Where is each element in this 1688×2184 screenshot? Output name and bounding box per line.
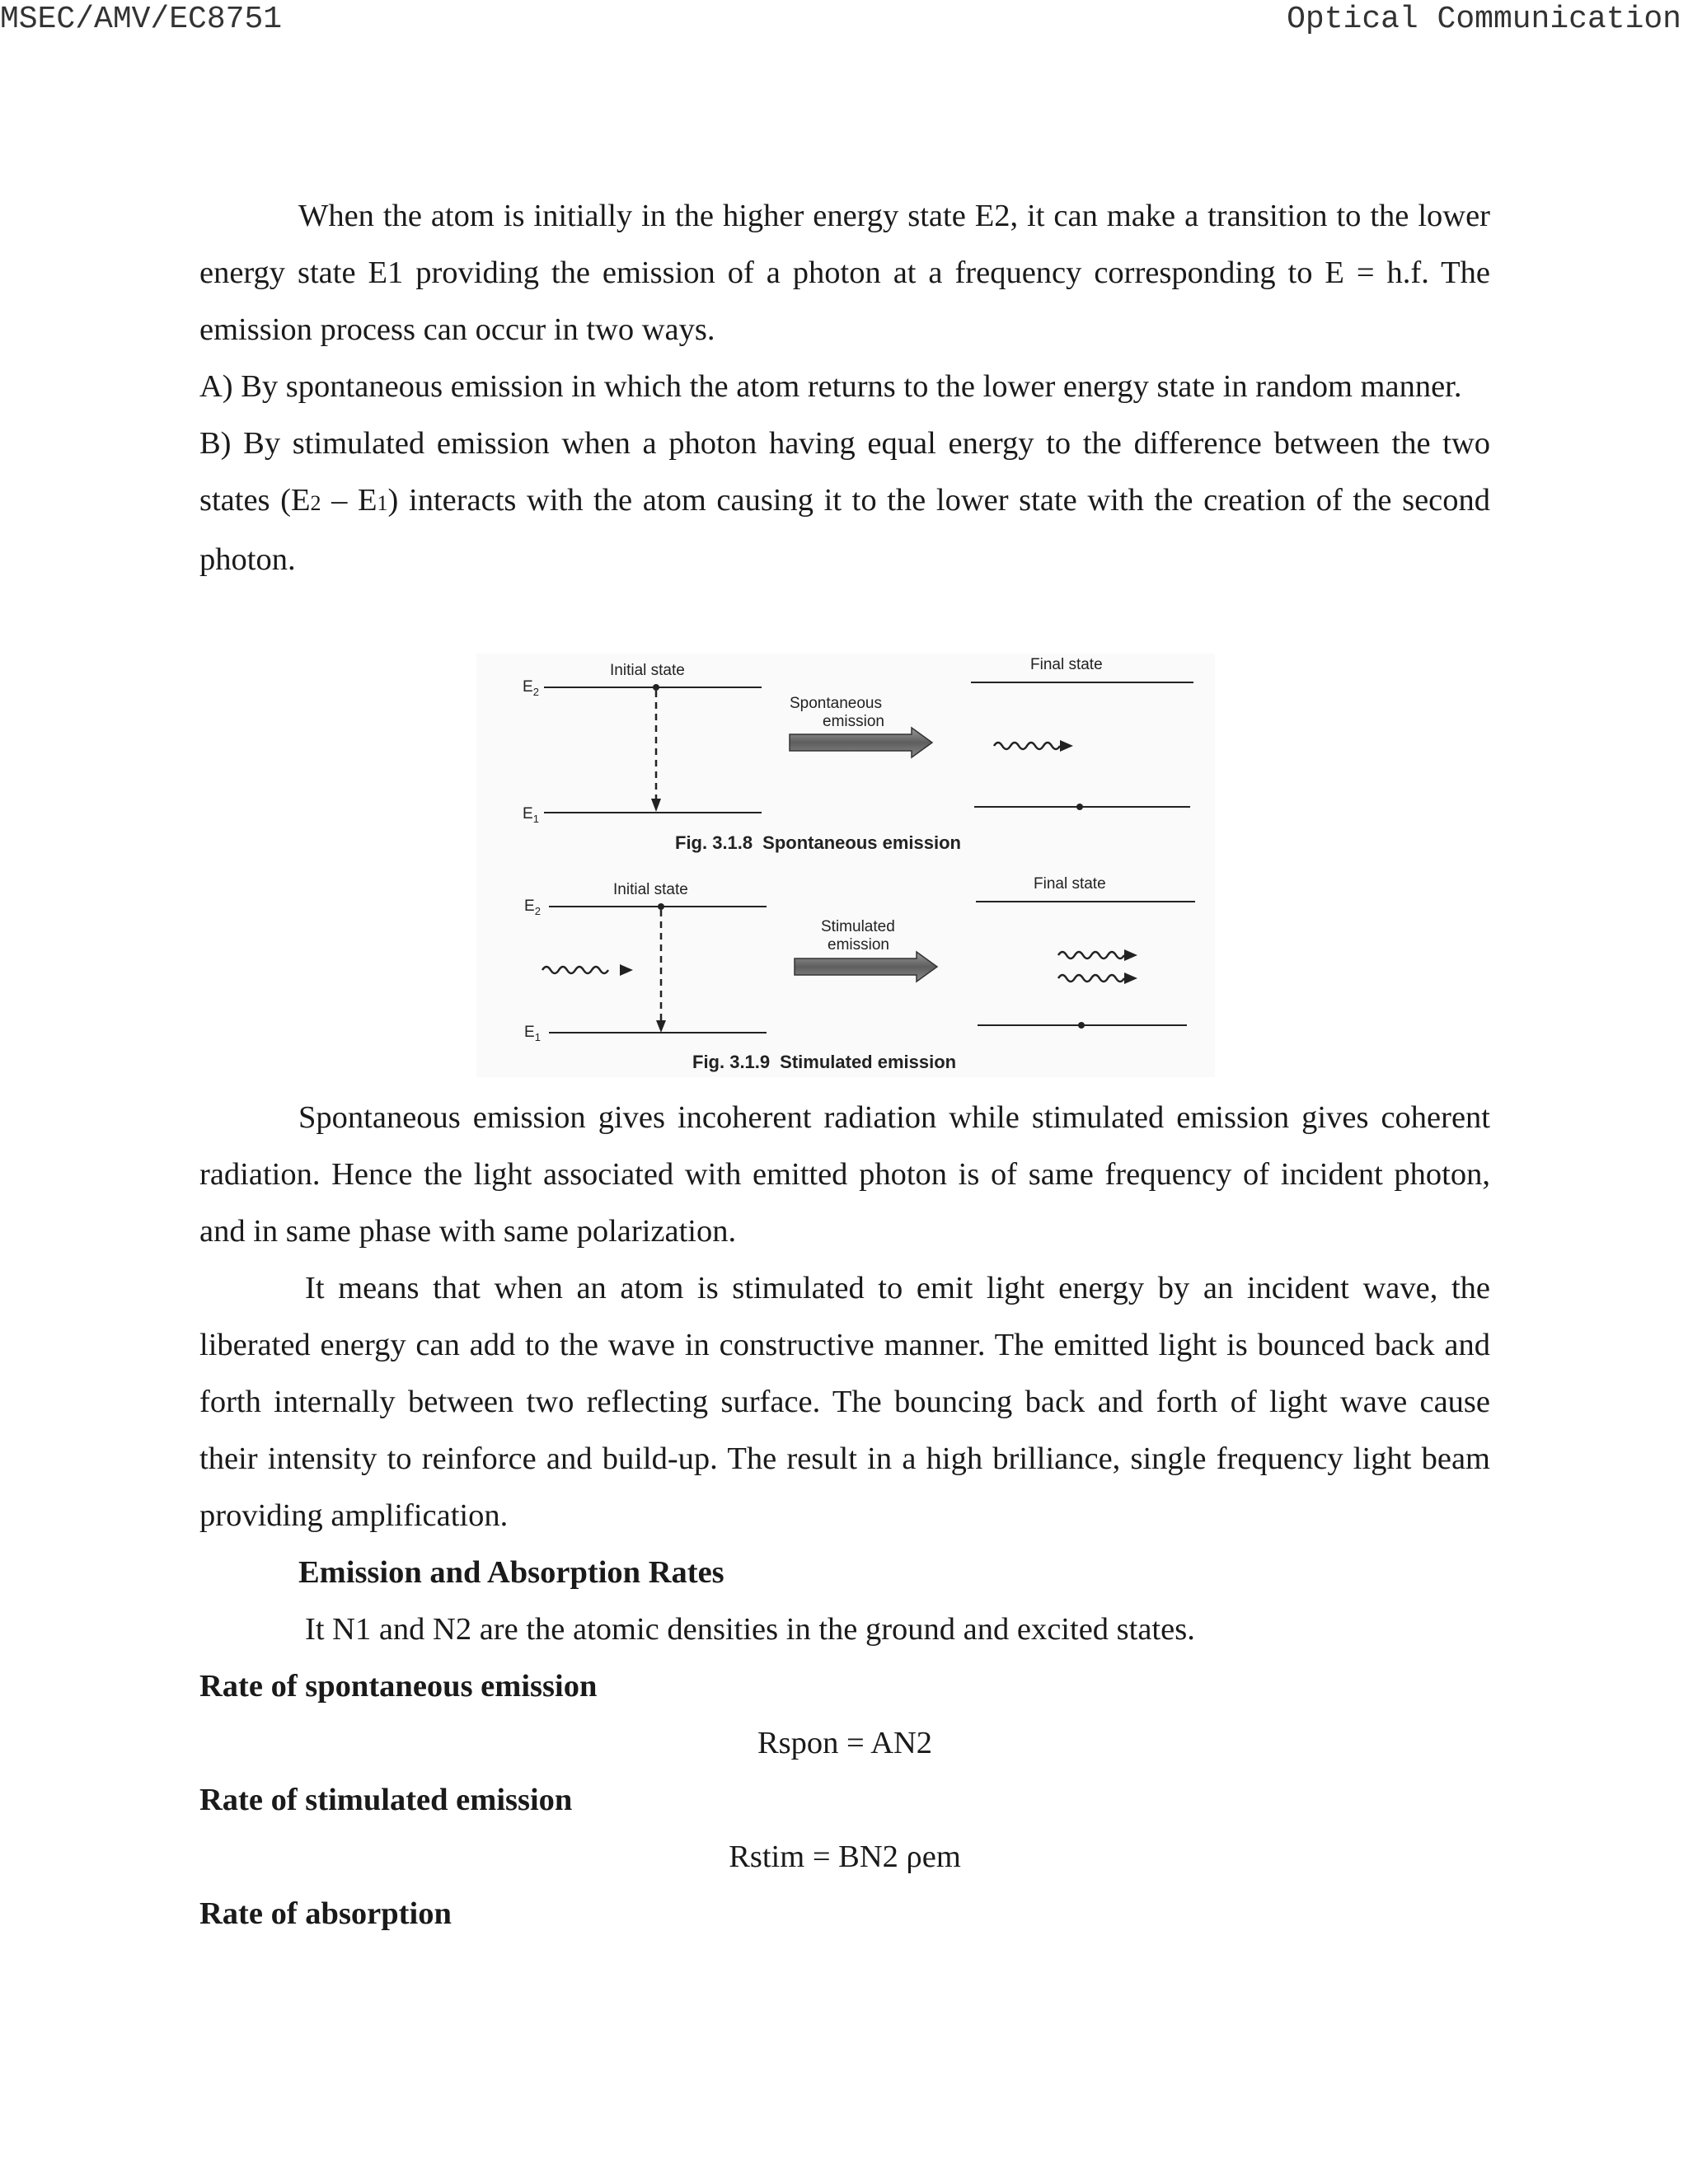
emitted-photon-wave-top [994,743,1060,749]
rate-spontaneous-heading: Rate of spontaneous emission [199,1669,598,1704]
header-right: Optical Communication [1287,2,1681,37]
e-letter: E [524,1024,535,1041]
paragraph-intro: When the atom is initially in the higher energy state E2, it can make a transition to the lower energy state E1 providing the emission of a photon at a frequency corresponding to E = h.f. The emission process can occur in two ways. [199,199,1490,347]
subscript: 2 [310,491,321,515]
e1-label-bottom [524,1024,541,1043]
caption-text: Stimulated emission [780,1052,957,1072]
atom-dot-top [653,684,659,691]
paragraph-spontaneous: A) By spontaneous emission in which the atom returns to the lower energy state in random manner. [199,369,1462,404]
paragraph-stimulated [199,415,1490,588]
arrow-label-top-2: emission [823,713,884,730]
caption-top [675,832,961,853]
paragraph-coherence: Spontaneous emission gives incoherent radiation while stimulated emission gives coherent radiation. Hence the light associated with emitted photon is of same frequency of incident photon, and in same phase with same polarization. [199,1100,1490,1249]
paragraph-amplification: It means that when an atom is stimulated to emit light energy by an incident wave, the liberated energy can add to the wave in constructive manner. The emitted light is bounced back and forth internally between two reflecting surface. The bouncing back and forth of light wave cause their intensity to reinforce and build-up. The result in a high brilliance, single frequency light beam providing amplification. [199,1271,1490,1533]
arrow-label-bottom-1: Stimulated [821,918,895,935]
rate-stimulated-heading: Rate of stimulated emission [199,1783,573,1817]
arrow-label-bottom-2: emission [828,936,889,954]
emitted-photon-wave-2 [1058,975,1124,982]
initial-state-label-bottom: Initial state [613,881,688,898]
rate-stimulated-equation: Rstim = BN2 ρem [729,1840,961,1874]
e-subscript: 1 [532,813,539,825]
text-part: B) By stimulated emission when a photon having equal energy to the difference between the two states (E [199,426,1490,518]
emission-figure [476,654,1215,1077]
subscript: 1 [377,491,388,515]
transition-arrowhead-bottom [656,1020,666,1033]
photon-arrowhead-top [1060,740,1073,752]
header-left: MSEC/AMV/EC8751 [0,2,283,37]
rate-spontaneous-equation: Rspon = AN2 [757,1726,933,1760]
text-part: – E [321,483,377,518]
caption-bottom [692,1052,956,1072]
atom-dot-final-top [1076,804,1083,810]
e-letter: E [524,898,535,915]
e2-label-bottom [524,898,541,917]
paragraph-densities: It N1 and N2 are the atomic densities in the ground and excited states. [305,1612,1195,1647]
emitted-photon-wave-1 [1058,952,1124,958]
spontaneous-arrow [790,728,932,757]
final-state-label-bottom: Final state [1034,875,1106,893]
incident-photon-wave [542,967,608,973]
emitted-photon-arrowhead-1 [1124,949,1137,961]
e-letter: E [523,805,533,823]
section-heading: Emission and Absorption Rates [298,1555,724,1590]
e1-label-top [523,805,539,825]
incident-photon-arrowhead [620,964,633,976]
caption-number: Fig. 3.1.8 [675,832,753,853]
rate-absorption-heading: Rate of absorption [199,1896,452,1931]
transition-arrowhead-top [651,799,661,812]
caption-text: Spontaneous emission [762,832,961,853]
e-subscript: 2 [534,905,541,917]
final-state-label-top: Final state [1030,656,1103,673]
intro-text [199,188,1490,588]
e-letter: E [523,678,533,696]
stimulated-arrow [795,952,937,982]
emitted-photon-arrowhead-2 [1124,972,1137,984]
energy-diagram [476,654,1215,1077]
rates-section [199,1658,1490,1943]
initial-state-label-top: Initial state [610,662,685,679]
e-subscript: 2 [532,686,539,698]
atom-dot-bottom [658,903,664,910]
atom-dot-final-bottom [1078,1022,1085,1029]
e2-label-top [523,678,539,698]
discussion-text [199,1090,1490,1658]
caption-number: Fig. 3.1.9 [692,1052,771,1072]
e-subscript: 1 [534,1031,541,1043]
text-part: ) interacts with the atom causing it to the lower state with the creation of the second photon. [199,483,1490,577]
arrow-label-top-1: Spontaneous [790,695,882,712]
